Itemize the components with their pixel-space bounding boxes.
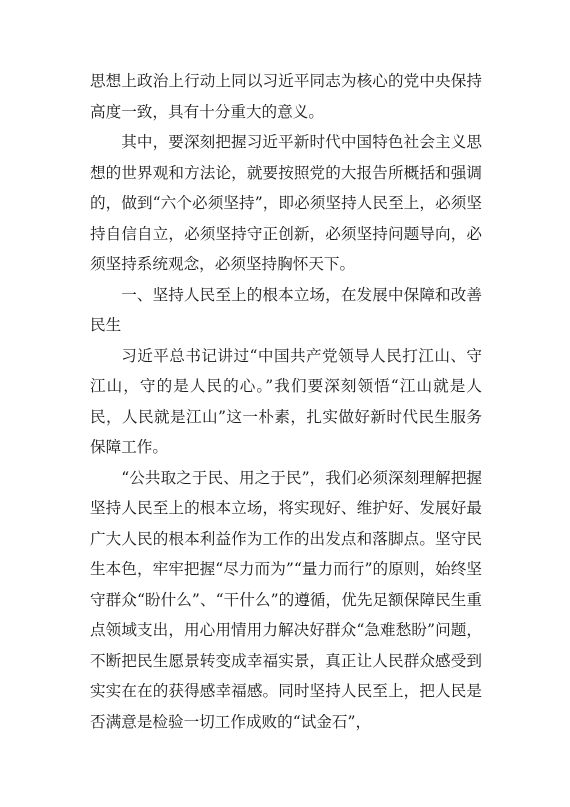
document-body xyxy=(90,66,482,737)
paragraph-continuation: 思想上政治上行动上同以习近平同志为核心的党中央保持高度一致，具有十分重大的意义。 xyxy=(90,72,482,121)
section-heading-people-first: 一、坚持人民至上的根本立场，在发展中保障和改善民生 xyxy=(90,285,482,334)
paragraph-public-finance: “公共取之于民、用之于民”，我们必须深刻理解把握坚持人民至上的根本立场，将实现好、维护好、发展好最广大人民的根本利益作为工作的出发点和落脚点。坚守民生本色，牢牢把握“尽力而为”“量力而行”的原则，始终坚守群众“盼什么”、“干什么”的遵循，优先足额保障民生重点领域支出，用心用情用力解决好群众“急难愁盼”问题，不断把民生愿景转变成幸福实景，真正让人民群众感受到实实在在的获得感幸福感。同时坚持人民至上，把人民是否满意是检验一切工作成败的“试金石”， xyxy=(90,468,482,731)
paragraph-six-musts: 其中，要深刻把握习近平新时代中国特色社会主义思想的世界观和方法论，就要按照党的大报告所概括和强调的，做到“六个必须坚持”，即必须坚持人民至上，必须坚持自信自立，必须坚持守正创新，必须坚持问题导向，必须坚持系统观念，必须坚持胸怀天下。 xyxy=(90,133,482,273)
paragraph-jiangshan: 习近平总书记讲过“中国共产党领导人民打江山、守江山，守的是人民的心。”我们要深刻领悟“江山就是人民，人民就是江山”这一朴素，扎实做好新时代民生服务保障工作。 xyxy=(90,346,482,456)
